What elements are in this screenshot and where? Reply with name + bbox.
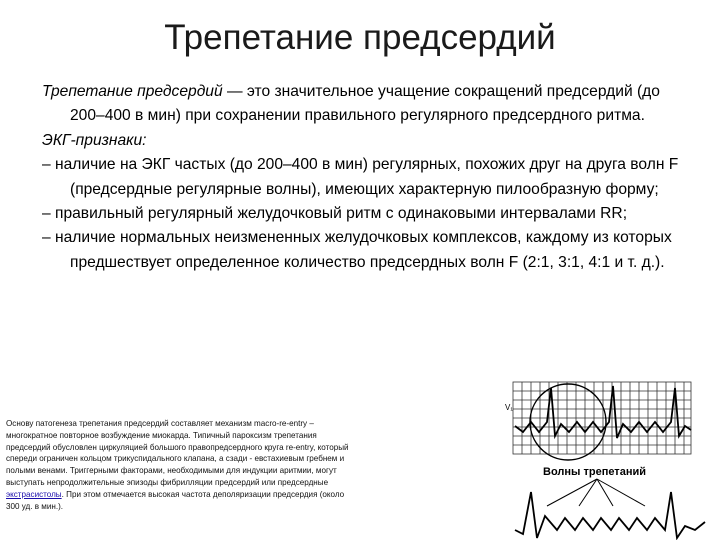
ecg-illustration <box>505 380 715 540</box>
sign-item: – наличие нормальных неизмененных желудочковых комплексов, каждому из которых предшествует определенное количество предсердных волн F (2:1, 3:1, 4:1 и т. д.). <box>42 229 672 271</box>
ecg-grid <box>513 382 691 454</box>
caption-pointers <box>547 479 645 506</box>
footnote <box>6 418 358 512</box>
slide-title: Трепетание предсердий <box>164 18 556 57</box>
footnote-text: Основу патогенеза трепетания предсердий составляет механизм macro-re-entry – многократное повторное возбуждение миокарда. Типичный пароксизм трепетания предсердий обусловлен циркуляцией большого правопредсердного круга re-entry, который спереди ограничен кольцом трикуспидального клапана, а сзади - евстахиевым гребнем и полыми венами. Триггерными факторами, необходимыми для индукции аритмии, могут выступать непродолжительные эпизоды фибрилляции предсердий или предсердные <box>6 419 349 487</box>
extrasystole-link[interactable]: экстрасистолы <box>6 489 62 499</box>
definition-paragraph <box>42 80 682 129</box>
ecg-trace-bottom <box>515 492 705 538</box>
definition-text: — это значительное учащение сокращений предсердий (до 200–400 в мин) при сохранении правильного регулярного предсердного ритма. <box>70 83 660 125</box>
figure-caption: Волны трепетаний <box>543 466 646 478</box>
sign-item: – правильный регулярный желудочковый ритм с одинаковыми интервалами RR; <box>42 205 628 223</box>
ecg-figure <box>505 380 715 540</box>
signs-heading: ЭКГ-признаки: <box>42 131 147 149</box>
lead-label: V₁ <box>505 403 514 412</box>
footnote-text-end: . При этом отмечается высокая частота деполяризации предсердия (около 300 уд. в мин.). <box>6 489 345 511</box>
slide-body <box>42 80 682 275</box>
definition-term: Трепетание предсердий <box>42 83 223 100</box>
sign-item: – наличие на ЭКГ частых (до 200–400 в мин) регулярных, похожих друг на друга волн F (предсердные регулярные волны), имеющих характерную пилообразную форму; <box>42 156 679 198</box>
